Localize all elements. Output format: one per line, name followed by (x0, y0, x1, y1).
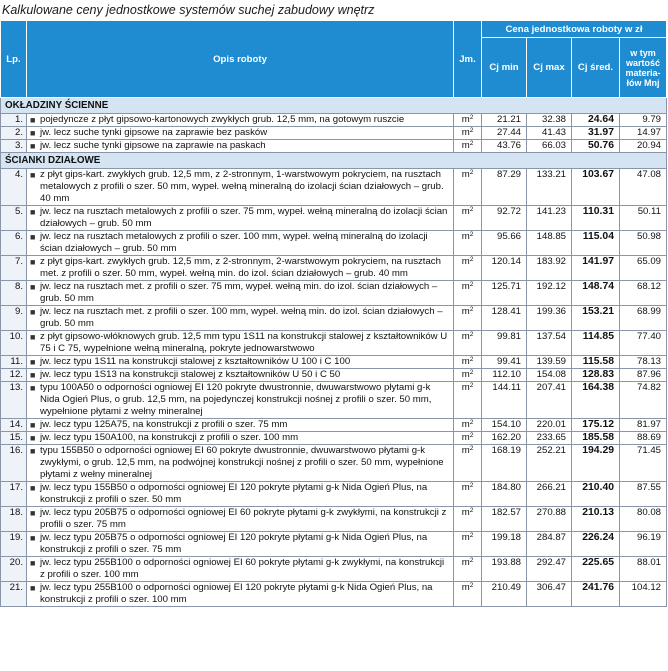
row-unit (454, 356, 482, 369)
cj-min-value: 144.11 (482, 382, 527, 419)
row-number: 7. (1, 256, 27, 281)
square-bullet-icon: ■ (30, 170, 36, 180)
row-unit (454, 557, 482, 582)
table-row (1, 382, 667, 419)
square-bullet-icon: ■ (30, 128, 36, 138)
row-description-cell (27, 582, 454, 607)
square-bullet-icon: ■ (30, 433, 36, 443)
cj-sred-value: 141.97 (572, 256, 620, 281)
cj-min-value: 27.44 (482, 127, 527, 140)
material-value: 50.11 (620, 206, 667, 231)
unit-exponent: 2 (469, 169, 474, 176)
row-description-cell (27, 382, 454, 419)
row-description-cell (27, 140, 454, 153)
row-unit (454, 114, 482, 127)
material-value: 88.69 (620, 432, 667, 445)
square-bullet-icon: ■ (30, 141, 36, 151)
table-row (1, 127, 667, 140)
row-description: typu 100A50 o odporności ogniowej EI 120 pokryte dwustronnie, dwuwarstwowo płytami g-k Nida Ogień Plus, o grub. 12,5 mm, na pojedynczej konstrukcji nośnej z profili o szer. 50 mm, wypełnione płytami z wełny mineralnej (40, 382, 432, 417)
cj-max-value: 148.85 (527, 231, 572, 256)
row-description: jw. lecz na rusztach met. z profili o szer. 100 mm, wypeł. wełną min. do izol. ścian działowych – grub. 50 mm (40, 306, 443, 329)
square-bullet-icon: ■ (30, 446, 36, 456)
unit-base: m (461, 281, 470, 292)
cj-max-value: 141.23 (527, 206, 572, 231)
row-unit (454, 445, 482, 482)
row-unit (454, 127, 482, 140)
row-description: jw. lecz typu 205B75 o odporności ogniowej EI 120 pokryte płytami g-k Nida Ogień Plus, na konstrukcji z profili o szer. 75 mm (40, 532, 428, 555)
table-row (1, 445, 667, 482)
cj-min-value: 43.76 (482, 140, 527, 153)
cj-max-value: 199.36 (527, 306, 572, 331)
material-value: 20.94 (620, 140, 667, 153)
cj-min-value: 125.71 (482, 281, 527, 306)
material-value: 77.40 (620, 331, 667, 356)
row-number: 13. (1, 382, 27, 419)
row-description: jw. lecz na rusztach metalowych z profili o szer. 100 mm, wypeł. wełną mineralną do izolacji ścian działowych – grub. 50 mm (40, 231, 428, 254)
square-bullet-icon: ■ (30, 420, 36, 430)
table-row (1, 419, 667, 432)
cj-min-value: 92.72 (482, 206, 527, 231)
cj-min-value: 210.49 (482, 582, 527, 607)
cj-sred-value: 153.21 (572, 306, 620, 331)
cj-min-value: 193.88 (482, 557, 527, 582)
cj-sred-value: 241.76 (572, 582, 620, 607)
row-number: 3. (1, 140, 27, 153)
material-value: 96.19 (620, 532, 667, 557)
cj-min-value: 95.66 (482, 231, 527, 256)
row-description: jw. lecz suche tynki gipsowe na zaprawie bez pasków (40, 127, 268, 138)
row-unit (454, 231, 482, 256)
material-value: 68.12 (620, 281, 667, 306)
row-description: typu 155B50 o odporności ogniowej EI 60 pokryte dwustronnie, dwuwarstwowo płytami g-k zwykłymi, o grub. 12,5 mm, na podwójnej konstrukcji nośnej z profili o szer. 50 mm, wypełnione płytami z wełny mineralnej (40, 445, 444, 480)
cj-min-value: 128.41 (482, 306, 527, 331)
row-unit (454, 281, 482, 306)
table-row (1, 140, 667, 153)
row-description-cell (27, 306, 454, 331)
header-cj-sred: Cj śred. (572, 38, 620, 98)
unit-exponent: 2 (469, 140, 474, 147)
square-bullet-icon: ■ (30, 370, 36, 380)
row-description-cell (27, 445, 454, 482)
cj-sred-value: 24.64 (572, 114, 620, 127)
row-description: z płyt gips-kart. zwykłych grub. 12,5 mm, z 2-stronnym, 1-warstwowym pokryciem, na rusztach metalowych z profili o szer. 50 mm, wypeł. wełną mineralną do izolacji ścian działowych – grub. 40 mm (40, 169, 444, 204)
cj-sred-value: 115.04 (572, 231, 620, 256)
cj-max-value: 133.21 (527, 169, 572, 206)
cj-max-value: 154.08 (527, 369, 572, 382)
row-description: jw. lecz suche tynki gipsowe na zaprawie na paskach (40, 140, 266, 151)
row-unit (454, 482, 482, 507)
cj-sred-value: 114.85 (572, 331, 620, 356)
header-cj-min: Cj min (482, 38, 527, 98)
square-bullet-icon: ■ (30, 533, 36, 543)
unit-base: m (461, 127, 470, 138)
unit-base: m (461, 432, 470, 443)
unit-exponent: 2 (469, 557, 474, 564)
material-value: 65.09 (620, 256, 667, 281)
unit-base: m (461, 557, 470, 568)
cj-sred-value: 185.58 (572, 432, 620, 445)
price-table (0, 20, 667, 607)
unit-exponent: 2 (469, 114, 474, 121)
row-unit (454, 140, 482, 153)
cj-max-value: 66.03 (527, 140, 572, 153)
row-unit (454, 532, 482, 557)
table-row (1, 532, 667, 557)
unit-exponent: 2 (469, 582, 474, 589)
square-bullet-icon: ■ (30, 558, 36, 568)
unit-exponent: 2 (469, 127, 474, 134)
unit-base: m (461, 114, 470, 125)
unit-exponent: 2 (469, 507, 474, 514)
unit-exponent: 2 (469, 369, 474, 376)
cj-sred-value: 115.58 (572, 356, 620, 369)
cj-sred-value: 164.38 (572, 382, 620, 419)
square-bullet-icon: ■ (30, 583, 36, 593)
header-opis: Opis roboty (27, 21, 454, 98)
table-body (1, 98, 667, 607)
row-number: 6. (1, 231, 27, 256)
row-description-cell (27, 169, 454, 206)
cj-max-value: 220.01 (527, 419, 572, 432)
row-description-cell (27, 507, 454, 532)
square-bullet-icon: ■ (30, 207, 36, 217)
unit-base: m (461, 382, 470, 393)
row-unit (454, 369, 482, 382)
square-bullet-icon: ■ (30, 383, 36, 393)
unit-base: m (461, 331, 470, 342)
table-row (1, 169, 667, 206)
row-description: jw. lecz typu 205B75 o odporności ogniowej EI 60 pokryte płytami g-k zwykłymi, na konstrukcji z profili o szer. 75 mm (40, 507, 447, 530)
table-row (1, 206, 667, 231)
row-number: 10. (1, 331, 27, 356)
material-value: 71.45 (620, 445, 667, 482)
row-number: 15. (1, 432, 27, 445)
row-description: pojedyncze z płyt gipsowo-kartonowych zwykłych grub. 12,5 mm, na gotowym ruszcie (40, 114, 405, 125)
square-bullet-icon: ■ (30, 483, 36, 493)
row-description-cell (27, 482, 454, 507)
page-title: Kalkulowane ceny jednostkowe systemów suchej zabudowy wnętrz (2, 3, 375, 17)
row-number: 20. (1, 557, 27, 582)
unit-base: m (461, 419, 470, 430)
section-header (1, 153, 667, 169)
unit-base: m (461, 482, 470, 493)
square-bullet-icon: ■ (30, 508, 36, 518)
row-description-cell (27, 356, 454, 369)
unit-exponent: 2 (469, 482, 474, 489)
unit-exponent: 2 (469, 256, 474, 263)
header-jm: Jm. (454, 21, 482, 98)
unit-base: m (461, 369, 470, 380)
row-description: jw. lecz typu 150A100, na konstrukcji z profili o szer. 100 mm (40, 432, 299, 443)
cj-sred-value: 128.83 (572, 369, 620, 382)
row-description: z płyt gips-kart. zwykłych grub. 12,5 mm, z 2-stronnym, 2-warstwowym pokryciem, na rusztach met. z profili o szer. 50 mm, wypeł. wełną min. do izol. ścian działowych – grub. 40 mm (40, 256, 441, 279)
table-row (1, 281, 667, 306)
cj-sred-value: 175.12 (572, 419, 620, 432)
material-value: 88.01 (620, 557, 667, 582)
cj-sred-value: 225.65 (572, 557, 620, 582)
material-value: 87.55 (620, 482, 667, 507)
header-cj-max: Cj max (527, 38, 572, 98)
unit-exponent: 2 (469, 206, 474, 213)
unit-base: m (461, 206, 470, 217)
table-row (1, 331, 667, 356)
unit-base: m (461, 256, 470, 267)
row-number: 12. (1, 369, 27, 382)
cj-max-value: 137.54 (527, 331, 572, 356)
cj-sred-value: 103.67 (572, 169, 620, 206)
material-value: 68.99 (620, 306, 667, 331)
row-number: 8. (1, 281, 27, 306)
table-row (1, 507, 667, 532)
row-description-cell (27, 419, 454, 432)
unit-exponent: 2 (469, 432, 474, 439)
row-description-cell (27, 256, 454, 281)
square-bullet-icon: ■ (30, 232, 36, 242)
cj-sred-value: 226.24 (572, 532, 620, 557)
cj-sred-value: 210.13 (572, 507, 620, 532)
square-bullet-icon: ■ (30, 115, 36, 125)
unit-base: m (461, 445, 470, 456)
table-row (1, 482, 667, 507)
row-number: 14. (1, 419, 27, 432)
row-description-cell (27, 432, 454, 445)
row-number: 4. (1, 169, 27, 206)
table-row (1, 432, 667, 445)
row-number: 16. (1, 445, 27, 482)
row-unit (454, 419, 482, 432)
table-row (1, 256, 667, 281)
material-value: 80.08 (620, 507, 667, 532)
cj-max-value: 306.47 (527, 582, 572, 607)
cj-min-value: 199.18 (482, 532, 527, 557)
unit-exponent: 2 (469, 445, 474, 452)
unit-exponent: 2 (469, 382, 474, 389)
cj-min-value: 99.81 (482, 331, 527, 356)
row-number: 18. (1, 507, 27, 532)
cj-sred-value: 148.74 (572, 281, 620, 306)
unit-base: m (461, 306, 470, 317)
row-unit (454, 507, 482, 532)
material-value: 14.97 (620, 127, 667, 140)
cj-sred-value: 194.29 (572, 445, 620, 482)
row-unit (454, 582, 482, 607)
cj-min-value: 99.41 (482, 356, 527, 369)
row-description-cell (27, 532, 454, 557)
material-value: 74.82 (620, 382, 667, 419)
row-description: jw. lecz typu 155B50 o odporności ogniowej EI 120 pokryte płytami g-k Nida Ogień Plus, na konstrukcji z profili o szer. 50 mm (40, 482, 428, 505)
material-value: 47.08 (620, 169, 667, 206)
square-bullet-icon: ■ (30, 307, 36, 317)
section-title: OKŁADZINY ŚCIENNE (1, 98, 667, 114)
square-bullet-icon: ■ (30, 282, 36, 292)
cj-max-value: 207.41 (527, 382, 572, 419)
cj-max-value: 139.59 (527, 356, 572, 369)
header-cena-group: Cena jednostkowa roboty w zł (482, 21, 667, 38)
material-value: 104.12 (620, 582, 667, 607)
row-number: 5. (1, 206, 27, 231)
unit-base: m (461, 356, 470, 367)
unit-base: m (461, 582, 470, 593)
row-number: 11. (1, 356, 27, 369)
row-description-cell (27, 369, 454, 382)
square-bullet-icon: ■ (30, 332, 36, 342)
cj-max-value: 252.21 (527, 445, 572, 482)
row-number: 19. (1, 532, 27, 557)
material-value: 81.97 (620, 419, 667, 432)
unit-exponent: 2 (469, 419, 474, 426)
row-description: jw. lecz typu 255B100 o odporności ogniowej EI 60 pokryte płytami g-k zwykłymi, na konstrukcji z profili o szer. 100 mm (40, 557, 445, 580)
cj-max-value: 192.12 (527, 281, 572, 306)
row-description: jw. lecz na rusztach metalowych z profili o szer. 75 mm, wypeł. wełną mineralną do izolacji ścian działowych – grub. 50 mm (40, 206, 448, 229)
header-lp: Lp. (1, 21, 27, 98)
cj-min-value: 168.19 (482, 445, 527, 482)
row-number: 21. (1, 582, 27, 607)
row-number: 1. (1, 114, 27, 127)
table-row (1, 356, 667, 369)
cj-max-value: 284.87 (527, 532, 572, 557)
cj-max-value: 233.65 (527, 432, 572, 445)
table-row (1, 582, 667, 607)
section-title: ŚCIANKI DZIAŁOWE (1, 153, 667, 169)
cj-min-value: 154.10 (482, 419, 527, 432)
cj-max-value: 270.88 (527, 507, 572, 532)
cj-max-value: 41.43 (527, 127, 572, 140)
unit-base: m (461, 231, 470, 242)
cj-max-value: 292.47 (527, 557, 572, 582)
unit-base: m (461, 507, 470, 518)
row-description-cell (27, 127, 454, 140)
row-description-cell (27, 331, 454, 356)
row-description: jw. lecz typu 1S11 na konstrukcji stalowej z kształtowników U 100 i C 100 (40, 356, 351, 367)
square-bullet-icon: ■ (30, 257, 36, 267)
material-value: 78.13 (620, 356, 667, 369)
row-description: z płyt gipsowo-włóknowych grub. 12,5 mm typu 1S11 na konstrukcji stalowej z kształtowników U 75 i C 75, wypełnione wełną mineralną, pokryte jednowarstwowo (40, 331, 448, 354)
material-value: 87.96 (620, 369, 667, 382)
row-unit (454, 432, 482, 445)
row-number: 9. (1, 306, 27, 331)
unit-exponent: 2 (469, 532, 474, 539)
table-row (1, 369, 667, 382)
unit-exponent: 2 (469, 281, 474, 288)
cj-sred-value: 50.76 (572, 140, 620, 153)
material-value: 50.98 (620, 231, 667, 256)
unit-base: m (461, 140, 470, 151)
cj-max-value: 183.92 (527, 256, 572, 281)
cj-min-value: 184.80 (482, 482, 527, 507)
row-number: 17. (1, 482, 27, 507)
row-unit (454, 206, 482, 231)
table-row (1, 114, 667, 127)
row-description-cell (27, 206, 454, 231)
row-description: jw. lecz typu 1S13 na konstrukcji stalowej z kształtowników U 50 i C 50 (40, 369, 341, 380)
table-row (1, 557, 667, 582)
cj-min-value: 162.20 (482, 432, 527, 445)
row-description: jw. lecz typu 125A75, na konstrukcji z profili o szer. 75 mm (40, 419, 288, 430)
row-description: jw. lecz na rusztach met. z profili o szer. 75 mm, wypeł. wełną min. do izol. ścian działowych – grub. 50 mm (40, 281, 438, 304)
row-number: 2. (1, 127, 27, 140)
row-unit (454, 306, 482, 331)
row-description-cell (27, 231, 454, 256)
unit-exponent: 2 (469, 306, 474, 313)
row-description: jw. lecz typu 255B100 o odporności ogniowej EI 120 pokryte płytami g-k Nida Ogień Plus, na konstrukcji z profili o szer. 100 mm (40, 582, 433, 605)
cj-sred-value: 210.40 (572, 482, 620, 507)
unit-base: m (461, 169, 470, 180)
unit-base: m (461, 532, 470, 543)
cj-max-value: 32.38 (527, 114, 572, 127)
section-header (1, 98, 667, 114)
cj-min-value: 120.14 (482, 256, 527, 281)
cj-min-value: 87.29 (482, 169, 527, 206)
table-row (1, 231, 667, 256)
table-row (1, 306, 667, 331)
cj-sred-value: 110.31 (572, 206, 620, 231)
cj-min-value: 112.10 (482, 369, 527, 382)
row-description-cell (27, 557, 454, 582)
unit-exponent: 2 (469, 331, 474, 338)
unit-exponent: 2 (469, 231, 474, 238)
row-description-cell (27, 281, 454, 306)
material-value: 9.79 (620, 114, 667, 127)
unit-exponent: 2 (469, 356, 474, 363)
row-unit (454, 382, 482, 419)
cj-max-value: 266.21 (527, 482, 572, 507)
row-unit (454, 331, 482, 356)
cj-min-value: 21.21 (482, 114, 527, 127)
row-unit (454, 256, 482, 281)
header-w-tym: w tym wartość materia-łów Mnj (620, 38, 667, 98)
square-bullet-icon: ■ (30, 357, 36, 367)
cj-min-value: 182.57 (482, 507, 527, 532)
row-unit (454, 169, 482, 206)
row-description-cell (27, 114, 454, 127)
cj-sred-value: 31.97 (572, 127, 620, 140)
